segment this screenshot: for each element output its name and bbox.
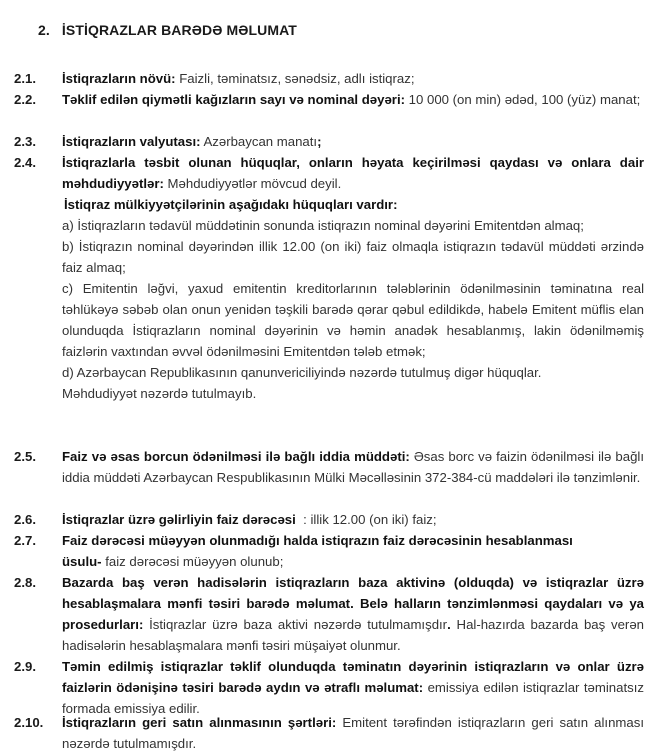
item-text-2: Hal-hazırda bazarda baş verən hadisələrin hesablaşmalara mənfi təsiri müşaiyət olunmur.: [62, 617, 644, 653]
item-2-8: 2.8. Bazarda baş verən hadisələrin istiqrazların baza aktivinə (olduqda) və istiqrazlar üzrə hesablaşmalara mənfi təsiri barədə məlumat. Belə halların tənzimlənməsi qaydaları və ya prosedurları: İstiqrazlar üzrə baza aktivi nəzərdə tutulmamışdır. Hal-hazırda bazarda baş verən hadisələrin hesablaşmalara mənfi təsiri müşaiyət olunmur.: [14, 572, 644, 656]
item-number: 2.7.: [14, 533, 36, 548]
item-label: İstiqrazların valyutası:: [62, 134, 201, 149]
section-title: İSTİQRAZLAR BARƏDƏ MƏLUMAT: [61, 22, 297, 38]
item-text: İstiqrazlar üzrə baza aktivi nəzərdə tutulmamışdır: [143, 617, 448, 632]
item-number: 2.6.: [14, 512, 36, 527]
item-label: İstiqrazlar üzrə gəlirliyin faiz dərəcəsi: [62, 512, 296, 527]
item-2-6: [14, 509, 644, 530]
item-label: İstiqrazların növü:: [62, 71, 176, 86]
restriction-note: Məhdudiyyət nəzərdə tutulmayıb.: [62, 386, 257, 401]
item-label: Faiz dərəcəsi müəyyən olunmadığı halda istiqrazın faiz dərəcəsinin hesablanması üsulu-: [62, 533, 573, 569]
item-number: 2.10.: [14, 715, 44, 730]
item-text: emissiya edilən istiqrazlar təminatsız formada emissiya edilir.: [62, 680, 644, 716]
section-number: 2.: [38, 22, 50, 38]
item-2-4: [14, 152, 644, 404]
item-number: 2.3.: [14, 134, 36, 149]
item-label: İstiqrazlarla təsbit olunan hüquqlar, onların həyata keçirilməsi qaydası və onlara dair məhdudiyyətlər:: [62, 155, 644, 191]
section-heading: [38, 22, 297, 38]
item-label: Bazarda baş verən hadisələrin istiqrazların baza aktivinə (olduqda) və istiqrazlar üzrə hesablaşmalara mənfi təsiri barədə məlumat. Belə halların tənzimlənməsi qaydaları və ya prosedurları:: [62, 575, 644, 632]
item-number: 2.9.: [14, 659, 36, 674]
right-item-a: a) İstiqrazların tədavül müddətinin sonunda istiqrazın nominal dəyərini Emitentdən almaq;: [62, 218, 584, 233]
item-text: 10 000 (on min) ədəd, 100 (yüz) manat;: [405, 92, 641, 107]
item-text: Emitent tərəfindən istiqrazların geri satın alınması nəzərdə tutulmamışdır.: [62, 715, 644, 751]
item-number: 2.4.: [14, 155, 36, 170]
rights-heading: İstiqraz mülkiyyətçilərinin aşağıdakı hüquqları vardır:: [64, 197, 398, 212]
item-text: Azərbaycan manatı: [200, 134, 318, 149]
item-text: Faizli, təminatsız, sənədsiz, adlı istiqraz;: [175, 71, 415, 86]
item-2-9: [14, 656, 644, 719]
item-label: İstiqrazların geri satın alınmasının şərtləri:: [62, 715, 337, 730]
item-number: 2.2.: [14, 92, 36, 107]
rights-list: [62, 194, 644, 404]
right-item-d: d) Azərbaycan Republikasının qanunvericiliyində nəzərdə tutulmuş digər hüquqlar.: [62, 365, 542, 380]
item-2-1: [14, 68, 644, 89]
item-label: Faiz və əsas borcun ödənilməsi ilə bağlı iddia müddəti:: [62, 449, 410, 464]
item-number: 2.8.: [14, 575, 36, 590]
item-number: 2.5.: [14, 449, 36, 464]
item-number: 2.1.: [14, 71, 36, 86]
item-text: : illik 12.00 (on iki) faiz;: [295, 512, 437, 527]
item-label: Təmin edilmiş istiqrazlar təklif olunduqda təminatın dəyərinin istiqrazların və onlar üzrə faizlərin ödənişinə təsiri barədə aydın və ətraflı məlumat:: [62, 659, 644, 695]
item-text: Məhdudiyyətlər mövcud deyil.: [163, 176, 342, 191]
item-2-3: 2.3. İstiqrazların valyutası: Azərbaycan manatı;: [14, 131, 644, 152]
right-item-b: b) İstiqrazın nominal dəyərindən illik 12.00 (on iki) faiz olmaqla istiqrazın tədavül müddəti ərzində faiz almaq;: [62, 239, 644, 275]
item-text: faiz dərəcəsi müəyyən olunub;: [101, 554, 284, 569]
item-2-2: [14, 89, 644, 110]
item-2-10: [14, 712, 644, 754]
right-item-c: c) Emitentin ləğvi, yaxud emitentin kreditorlarının tələblərinin ödənilməsinin təminatına real təhlükəyə səbəb olan onun yenidən təşkili barədə qərar qəbul edildikdə, habelə Emitent müflis elan olunduqda İstiqrazların nominal dəyərinin və həmin anadək hesablanmış, lakin ödənilməmiş faizlərin vaxtından əvvəl ödənilməsini Emitentdən tələb etmək;: [62, 281, 644, 359]
item-2-7: [14, 530, 644, 572]
item-2-5: [14, 446, 644, 488]
item-label: Təklif edilən qiymətli kağızların sayı və nominal dəyəri:: [62, 92, 405, 107]
item-text: Əsas borc və faizin ödənilməsi ilə bağlı iddia müddəti Azərbaycan Respublikasının Mülki Məcəlləsinin 372-384-cü maddələri ilə tənzimlənir.: [62, 449, 645, 485]
